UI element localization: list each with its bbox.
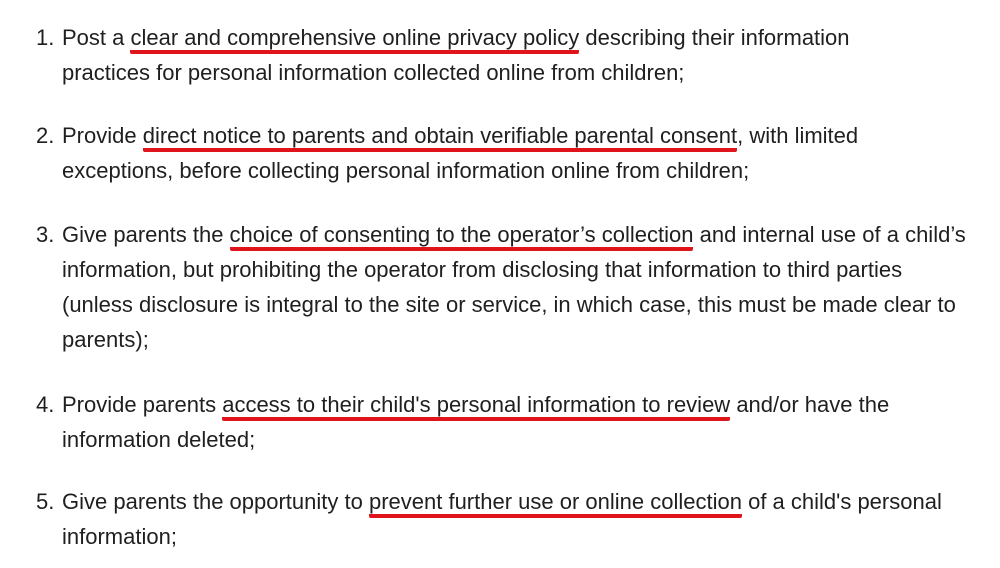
item-text <box>62 20 932 90</box>
item-text-after: describing their information practices for personal information collected online from children; <box>62 25 850 85</box>
item-text-before: Provide <box>62 123 143 148</box>
item-number: 1. <box>36 25 55 50</box>
item-text <box>62 387 932 457</box>
item-number: 4. <box>36 392 55 417</box>
item-text <box>62 118 942 188</box>
item-number: 2. <box>36 123 55 148</box>
item-text-after: and internal use of a child’s information, but prohibiting the operator from disclosing that information to third parties (unless disclosure is integral to the site or service, in which case, this must be made clear to parents); <box>62 222 966 352</box>
item-text-before: Give parents the opportunity to <box>62 489 369 514</box>
highlighted-phrase: choice of consenting to the operator’s collection <box>230 222 694 251</box>
highlighted-phrase: direct notice to parents and obtain verifiable parental consent <box>143 123 737 152</box>
item-text <box>62 217 967 357</box>
item-text-after: and/or have the information deleted; <box>62 392 890 452</box>
item-text-before: Provide parents <box>62 392 223 417</box>
item-text-after: of a child's personal information; <box>62 489 942 549</box>
highlighted-phrase: prevent further use or online collection <box>369 489 742 518</box>
item-text-after: , with limited exceptions, before collecting personal information online from children; <box>62 123 859 183</box>
item-number: 3. <box>36 222 55 247</box>
item-text-before: Give parents the <box>62 222 230 247</box>
item-text <box>62 484 942 554</box>
highlighted-phrase: clear and comprehensive online privacy policy <box>130 25 579 54</box>
item-number: 5. <box>36 489 55 514</box>
item-text-before: Post a <box>62 25 131 50</box>
highlighted-phrase: access to their child's personal information to review <box>222 392 730 421</box>
